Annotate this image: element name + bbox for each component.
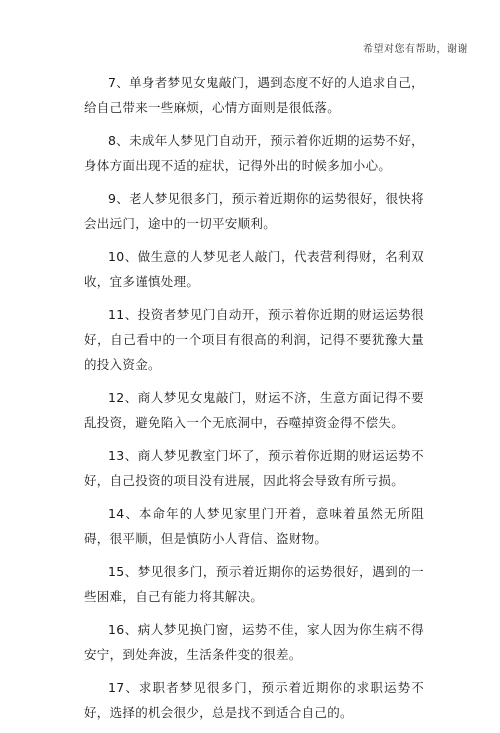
paragraph-7: 7、单身者梦见女鬼敲门，遇到态度不好的人追求自己，给自己带来一些麻烦，心情方面则是很低落。 (84, 75, 424, 115)
header-note: 希望对您有帮助，谢谢 (363, 44, 468, 55)
paragraph-16: 16、病人梦见换门窗，运势不佳，家人因为你生病不得安宁，到处奔波，生活条件变的很差。 (84, 622, 424, 662)
paragraph-12: 12、商人梦见女鬼敲门，财运不济，生意方面记得不要乱投资，避免陷入一个无底洞中，吞噬掉资金得不偿失。 (84, 390, 424, 430)
paragraph-11: 11、投资者梦见门自动开，预示着你近期的财运运势很好，自己看中的一个项目有很高的利润，记得不要犹豫大量的投入资金。 (84, 307, 424, 372)
paragraph-9: 9、老人梦见很多门，预示着近期你的运势很好，很快将会出远门，途中的一切平安顺利。 (84, 191, 424, 231)
paragraph-14: 14、本命年的人梦见家里门开着，意味着虽然无所阻碍，很平顺，但是慎防小人背信、盗财物。 (84, 506, 424, 546)
paragraph-8: 8、未成年人梦见门自动开，预示着你近期的运势不好，身体方面出现不适的症状，记得外出的时候多加小心。 (84, 133, 424, 173)
paragraph-17: 17、求职者梦见很多门，预示着近期你的求职运势不好，选择的机会很少，总是找不到适合自己的。 (84, 680, 424, 720)
paragraph-13: 13、商人梦见教室门坏了，预示着你近期的财运运势不好，自己投资的项目没有进展，因此将会导致有所亏损。 (84, 448, 424, 488)
paragraph-10: 10、做生意的人梦见老人敲门，代表营利得财，名利双收，宜多谨慎处理。 (84, 249, 424, 289)
document-body (84, 70, 424, 733)
paragraph-15: 15、梦见很多门，预示着近期你的运势很好，遇到的一些困难，自己有能力将其解决。 (84, 564, 424, 604)
